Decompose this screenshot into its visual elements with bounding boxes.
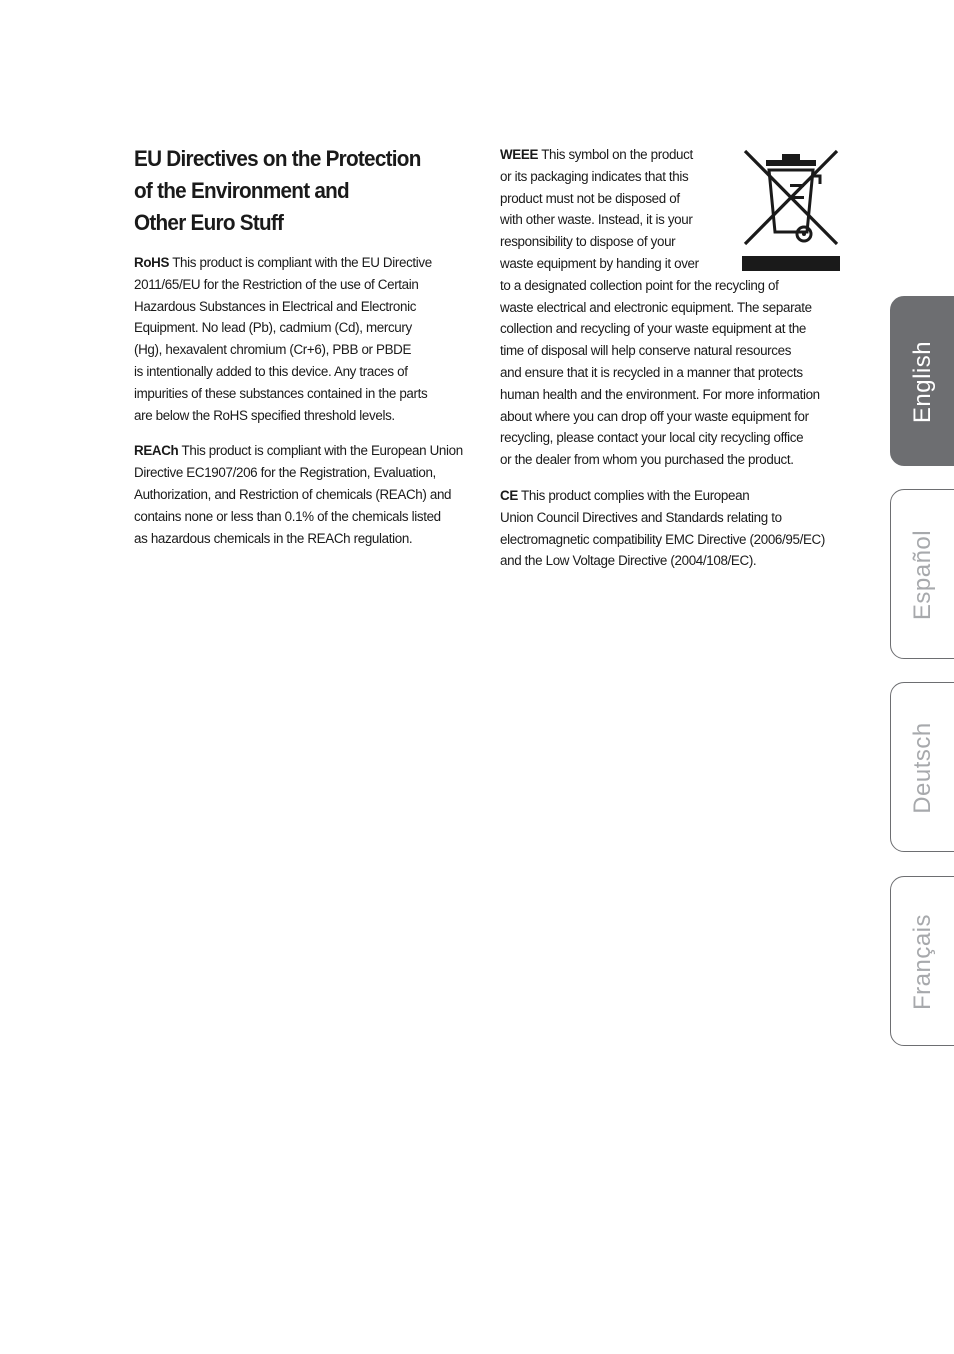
rohs-line-text: This product is compliant with the EU Directive: [172, 255, 432, 270]
crossed-out-wheelie-bin-icon: [742, 148, 840, 272]
tab-english[interactable]: [890, 296, 954, 466]
reach-lead: REACh: [134, 443, 179, 459]
rohs-line-0: [134, 252, 469, 274]
rohs-line: (Hg), hexavalent chromium (Cr+6), PBB or PBDE: [134, 342, 412, 358]
weee-line: human health and the environment. For more information: [500, 386, 820, 402]
ce-line: Union Council Directives and Standards relating to: [500, 509, 782, 525]
rohs-line: 2011/65/EU for the Restriction of the use of Certain: [134, 276, 419, 292]
reach-line: Directive EC1907/206 for the Registration, Evaluation,: [134, 465, 436, 481]
rohs-line: Equipment. No lead (Pb), cadmium (Cd), mercury: [134, 320, 412, 336]
reach-line-text: This product is compliant with the European Union: [181, 443, 463, 459]
ce-lead: CE: [500, 487, 518, 503]
reach-line: as hazardous chemicals in the REACh regulation.: [134, 530, 413, 546]
tab-english-label: English: [909, 340, 936, 424]
ce-line: and the Low Voltage Directive (2004/108/EC).: [500, 553, 757, 569]
rohs-line: are below the RoHS specified threshold levels.: [134, 407, 395, 423]
weee-line: collection and recycling of your waste equipment at the: [500, 321, 807, 337]
title-line-3: Other Euro Stuff: [134, 210, 284, 235]
ce-line-0: [500, 485, 835, 507]
tab-francais-label: Français: [909, 913, 936, 1011]
weee-line: or the dealer from whom you purchased the product.: [500, 452, 794, 468]
rohs-line: impurities of these substances contained in the parts: [134, 385, 428, 401]
tab-espanol[interactable]: [890, 489, 954, 659]
rohs-lead: RoHS: [134, 255, 170, 270]
ce-section: [500, 485, 835, 572]
reach-section: [134, 440, 469, 549]
weee-line: to a designated collection point for the recycling of: [500, 277, 779, 293]
weee-line: waste electrical and electronic equipment. The separate: [500, 299, 812, 315]
rohs-line: is intentionally added to this device. Any traces of: [134, 363, 408, 379]
weee-line: responsibility to dispose of your: [500, 234, 676, 250]
tab-francais[interactable]: [890, 876, 954, 1046]
reach-line-0: [134, 440, 469, 462]
page-title: [134, 143, 447, 239]
rohs-line: Hazardous Substances in Electrical and Electronic: [134, 298, 417, 314]
tab-deutsch[interactable]: [890, 682, 954, 852]
tab-espanol-label: Español: [909, 529, 937, 621]
weee-line: product must not be disposed of: [500, 190, 680, 206]
weee-line: or its packaging indicates that this: [500, 168, 689, 184]
weee-line: with other waste. Instead, it is your: [500, 212, 693, 228]
weee-line-text: This symbol on the product: [541, 147, 693, 162]
weee-line: and ensure that it is recycled in a manner that protects: [500, 364, 803, 380]
reach-line: contains none or less than 0.1% of the chemicals listed: [134, 508, 441, 524]
title-line-2: of the Environment and: [134, 178, 349, 203]
rohs-section: [134, 252, 469, 426]
title-line-1: EU Directives on the Protection: [134, 146, 421, 171]
reach-line: Authorization, and Restriction of chemicals (REACh) and: [134, 486, 452, 502]
weee-line: waste equipment by handing it over: [500, 255, 699, 271]
ce-line-text: This product complies with the European: [521, 487, 750, 503]
left-column: [134, 252, 469, 563]
weee-lead: WEEE: [500, 147, 539, 162]
weee-line: recycling, please contact your local city recycling office: [500, 430, 804, 446]
tab-deutsch-label: Deutsch: [909, 722, 937, 814]
ce-line: electromagnetic compatibility EMC Directive (2006/95/EC): [500, 531, 825, 547]
weee-line: about where you can drop off your waste equipment for: [500, 408, 809, 424]
weee-line: time of disposal will help conserve natural resources: [500, 343, 792, 359]
